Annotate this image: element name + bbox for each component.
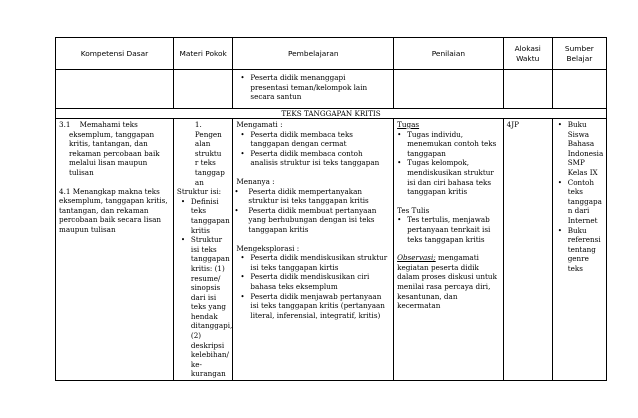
cont-kd-cell <box>56 70 174 109</box>
kd-3-1-number: 3.1 <box>59 120 71 129</box>
list-item: • Peserta didik mendiskusikan struktur isi teks tanggapan kirtis <box>250 253 390 272</box>
menanya-list <box>236 187 390 235</box>
tes-tulis-heading: Tes Tulis <box>397 205 430 215</box>
list-item: • Buku Siswa Bahasa Indonesia SMP Kelas IX <box>568 120 603 178</box>
kd-3-1 <box>59 120 170 178</box>
list-item: • Buku referensi tentang genre teks <box>568 226 603 274</box>
sumber-cell <box>552 119 606 381</box>
header-materi-pokok: Materi Pokok <box>173 38 232 70</box>
tugas-list <box>397 130 500 197</box>
header-kompetensi-dasar: Kompetensi Dasar <box>56 38 174 70</box>
list-item: • Peserta didik mendiskusikan ciri bahasa teks eksemplum <box>250 272 390 291</box>
eksplorasi-list <box>236 253 390 320</box>
list-item: • Peserta didik menjawab pertanyaan isi teks tanggapan kritis (pertanyaan literal, inferensial, integratif, kritis) <box>250 292 390 321</box>
content-row <box>56 119 607 381</box>
cont-sumber-cell <box>552 70 606 109</box>
pembelajaran-cell <box>233 119 394 381</box>
header-penilaian: Penilaian <box>394 38 504 70</box>
header-row <box>56 38 607 70</box>
header-alokasi-waktu: Alokasi Waktu <box>503 38 552 70</box>
cont-alokasi-cell <box>503 70 552 109</box>
penilaian-cell <box>394 119 504 381</box>
materi-item-1: 1. Pengen alan struktu r teks tanggap an <box>194 120 225 187</box>
materi-cell <box>173 119 232 381</box>
tugas-heading: Tugas <box>397 120 420 129</box>
cont-materi-cell <box>173 70 232 109</box>
header-sumber-belajar: Sumber Belajar <box>552 38 606 70</box>
section-title-row <box>56 109 607 119</box>
section-title: TEKS TANGGAPAN KRITIS <box>56 109 607 119</box>
cont-pembelajaran-cell <box>233 70 394 109</box>
sumber-list <box>556 120 603 274</box>
menanya-heading: Menanya : <box>236 176 275 186</box>
list-item: • Tes tertulis, menjawab pertanyaan tenrkait isi teks tanggapan kritis <box>407 215 500 244</box>
mengamati-heading: Mengamati : <box>236 120 283 129</box>
list-item: • Tugas kelompok, mendiskusikan struktur isi dan ciri bahasa teks tanggapan kritis <box>407 158 500 196</box>
list-item: • Definisi teks tanggapan kritis <box>191 197 229 235</box>
kd-cell <box>56 119 174 381</box>
list-item: • Peserta didik membuat pertanyaan yang berhubungan dengan isi teks tanggapan kritis <box>244 206 390 235</box>
cont-pembelajaran-list <box>236 73 390 102</box>
continuation-row <box>56 70 607 109</box>
materi-struktur-isi: Struktur isi: <box>176 187 222 197</box>
list-item: • Peserta didik menanggapi presentasi teman/kelompok lain secara santun <box>250 73 390 102</box>
list-item: • Peserta didik mempertanyakan struktur isi teks tanggapan kritis <box>244 187 390 206</box>
cont-penilaian-cell <box>394 70 504 109</box>
list-item: • Tugas individu, menemukan contoh teks tanggapan <box>407 130 500 159</box>
kd-3-1-text: Memahami teks eksemplum, tanggapan kritis, tantangan, dan rekaman percobaan baik melalui lisan maupun tulisan <box>69 120 160 177</box>
observasi-text: mengamati kegiatan peserta didik dalam proses diskusi untuk menilai rasa percaya diri, kesantunan, dan kecermatan <box>397 253 497 311</box>
list-item: • Peserta didik membaca teks tanggapan dengan cermat <box>250 130 390 149</box>
observasi-paragraph <box>397 253 500 311</box>
alokasi-cell: 4JP <box>503 119 552 381</box>
kd-4-1: 4.1 Menangkap makna teks eksemplum, tanggapan kritis, tantangan, dan rekaman percobaan baik secara lisan maupun tulisan <box>59 186 168 234</box>
observasi-label: Observasi; <box>397 253 436 263</box>
list-item: • Peserta didik membaca contoh analisis struktur isi teks tanggapan <box>250 149 390 168</box>
list-item: • Contoh teks tanggapa n dari Internet <box>568 178 603 226</box>
mengamati-list <box>236 130 390 168</box>
list-item: • Struktur isi teks tanggapan kritis: (1) resume/ sinopsis dari isi teks yang hendak ditanggapi, (2) deskripsi kelebihan/ ke- kurangan <box>191 235 229 379</box>
lesson-plan-table <box>55 37 607 381</box>
materi-list <box>177 196 233 379</box>
tes-list <box>397 215 500 244</box>
header-pembelajaran: Pembelajaran <box>233 38 394 70</box>
eksplorasi-heading: Mengeksplorasi : <box>236 243 300 253</box>
